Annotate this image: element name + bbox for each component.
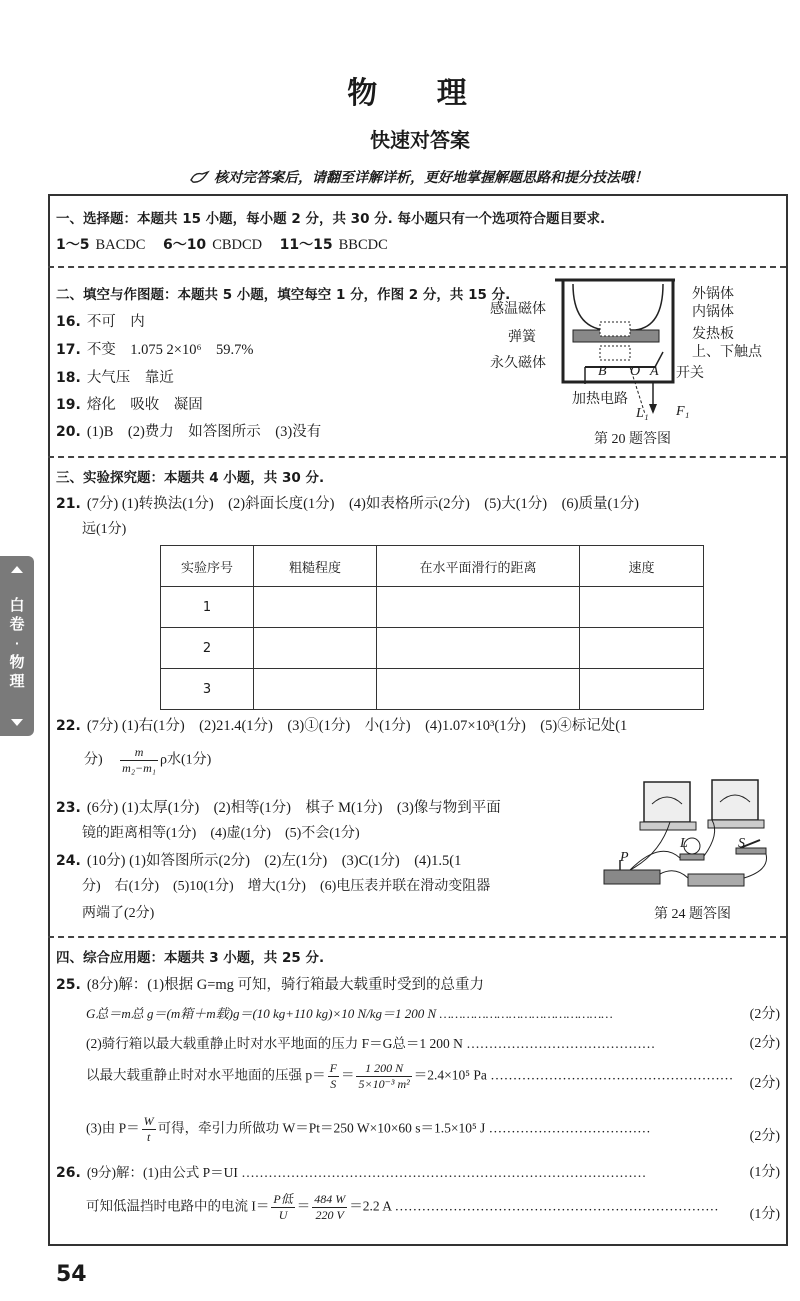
label-temp-magnet: 感温磁体 bbox=[490, 302, 546, 317]
q25-num: 25. bbox=[56, 977, 81, 993]
q25-line4-text: 以最大载重静止时对水平地面的压强 p＝ bbox=[86, 1067, 326, 1083]
table-row bbox=[161, 628, 704, 669]
answer-18 bbox=[56, 366, 174, 387]
frac-denominator: 5×10⁻³ m² bbox=[358, 1077, 410, 1091]
answer-frame-left bbox=[48, 194, 50, 1246]
q24-line3: 两端了(2分) bbox=[82, 906, 155, 921]
frac-numerator: 484 W bbox=[314, 1192, 346, 1206]
section1-heading: 一、选择题：本题共 15 小题，每小题 2 分，共 30 分. 每小题只有一个选项符合题目要求. bbox=[56, 211, 606, 227]
table-row bbox=[161, 669, 704, 710]
answer-20 bbox=[56, 420, 321, 441]
frac-denominator: U bbox=[278, 1208, 288, 1222]
answer-23 bbox=[56, 796, 501, 817]
q23-line2: 镜的距离相等(1分) (4)虚(1分) (5)不会(1分) bbox=[82, 826, 360, 841]
pressure-fraction-2 bbox=[356, 1061, 411, 1092]
current-fraction-2 bbox=[312, 1192, 347, 1223]
q20-num: 20. bbox=[56, 424, 81, 440]
q22-num: 22. bbox=[56, 718, 81, 734]
q26-line2: 可知低温挡时电路中的电流 I＝ $\frac{\text{P低}}{U}$ ＝ $\frac{484 W}{220 V}$ ＝2.2 A ……………………………………………………………… bbox=[86, 1192, 719, 1222]
frac-numerator: P低 bbox=[273, 1192, 293, 1206]
q21-line1: (7分) (1)转换法(1分) (2)斜面长度(1分) (4)如表格所示(2分) (5)大(1分) (6)质量(1分) bbox=[86, 496, 639, 512]
answer-frame-bottom bbox=[48, 1244, 786, 1246]
frac-denominator: 220 V bbox=[315, 1208, 344, 1222]
frac-numerator: F bbox=[329, 1061, 337, 1075]
q23-line1: (6分) (1)太厚(1分) (2)相等(1分) 棋子 M(1分) (3)像与物到平面 bbox=[86, 800, 501, 816]
q26-line2-text: 可知低温挡时电路中的电流 I＝ bbox=[86, 1198, 270, 1214]
answer-25 bbox=[56, 973, 484, 994]
section-divider bbox=[48, 456, 786, 458]
q18-text: 大气压 靠近 bbox=[86, 370, 174, 386]
q22-part-a: 分) bbox=[84, 752, 103, 768]
q25-line3: (2)骑行箱以最大载重静止时对水平地面的压力 F＝G总＝1 200 N …………………………………… bbox=[86, 1036, 656, 1051]
page-subtitle: 快速对答案 bbox=[370, 128, 470, 152]
figure24-caption: 第 24 题答图 bbox=[654, 907, 731, 922]
mc-range-1: 1～5 bbox=[56, 237, 90, 253]
score: (1分) bbox=[749, 1207, 780, 1222]
mc-answer-1: BACDC bbox=[95, 237, 146, 253]
q25-line4: 以最大载重静止时对水平地面的压强 p＝ $\frac{F}{S}$ ＝ $\frac{1 200 N}{\text{5×10⁻³ m²}}$ ＝2.4×10⁵ Pa ……………………………………………… bbox=[86, 1061, 734, 1091]
tab-up-arrow-icon bbox=[11, 566, 23, 573]
current-fraction-1 bbox=[271, 1192, 294, 1223]
mc-range-2: 6～10 bbox=[162, 237, 207, 253]
answer-16 bbox=[56, 310, 145, 331]
q26-num: 26. bbox=[56, 1165, 81, 1181]
label-b: B bbox=[598, 364, 607, 379]
q22-line2 bbox=[84, 745, 211, 776]
q25-line5-result: 可得，牵引力所做功 W＝Pt＝250 W×10×60 s＝1.5×10⁵ J ……………………………… bbox=[157, 1120, 651, 1136]
side-tab-label: 白 卷 · 物 理 bbox=[6, 596, 28, 691]
page-number: 54 bbox=[56, 1262, 87, 1287]
frac-numerator: W bbox=[143, 1114, 154, 1128]
q24-line1: (10分) (1)如答图所示(2分) (2)左(1分) (3)C(1分) (4)1.5(1 bbox=[86, 853, 462, 869]
tab-down-arrow-icon bbox=[11, 719, 23, 726]
q22-part-b: ρ水(1分) bbox=[159, 752, 212, 768]
label-a: A bbox=[650, 364, 659, 379]
label-f1: F₁ bbox=[676, 404, 690, 419]
score: (2分) bbox=[749, 1036, 780, 1051]
table-cell: 3 bbox=[161, 669, 254, 710]
label-l: L bbox=[680, 836, 688, 851]
hint-text: 核对完答案后，请翻至详解详析，更好地掌握解题思路和提分技法哦！ bbox=[214, 171, 648, 186]
pressure-fraction-1 bbox=[328, 1061, 339, 1092]
label-perm-magnet: 永久磁体 bbox=[490, 356, 546, 371]
answer-22 bbox=[56, 714, 627, 735]
table-header: 速度 bbox=[580, 546, 704, 587]
frac-numerator: 1 200 N bbox=[356, 1061, 411, 1077]
q19-text: 熔化 吸收 凝固 bbox=[86, 397, 203, 413]
q18-num: 18. bbox=[56, 370, 81, 386]
label-outer-pot: 外锅体 bbox=[692, 287, 734, 302]
frac-denominator: m₂−m₁ bbox=[122, 761, 156, 775]
answer-frame-right bbox=[786, 194, 788, 1246]
q25-line5-text: (3)由 P＝ bbox=[86, 1120, 140, 1136]
answer-17 bbox=[56, 338, 254, 359]
q20-text: (1)B (2)费力 如答图所示 (3)没有 bbox=[86, 424, 322, 440]
table-cell: 1 bbox=[161, 587, 254, 628]
section-divider bbox=[48, 266, 786, 268]
hint-line bbox=[190, 167, 648, 187]
mc-range-3: 11～15 bbox=[279, 237, 333, 253]
label-l1: L₁ bbox=[636, 406, 649, 421]
section3-heading: 三、实验探究题：本题共 4 小题，共 30 分. bbox=[56, 470, 325, 486]
q16-text: 不可 内 bbox=[86, 314, 145, 330]
q25-line4-result: ＝2.4×10⁵ Pa ……………………………………………… bbox=[413, 1067, 734, 1083]
circuit-diagram bbox=[600, 774, 780, 900]
q23-num: 23. bbox=[56, 800, 81, 816]
mc-answer-3: BBCDC bbox=[338, 237, 388, 253]
answer-frame-top bbox=[48, 194, 786, 196]
mc-answer-2: CBDCD bbox=[212, 237, 263, 253]
frac-denominator: t bbox=[146, 1130, 151, 1144]
page-title: 物 理 bbox=[347, 77, 493, 110]
side-tab-text1: 白 卷 bbox=[9, 596, 25, 633]
score: (1分) bbox=[749, 1165, 780, 1180]
label-o: O bbox=[630, 364, 641, 379]
q17-text: 不变 1.075 2×10⁶ 59.7% bbox=[86, 342, 254, 358]
q25-line1: (8分)解：(1)根据 G=mg 可知，骑行箱最大载重时受到的总重力 bbox=[86, 977, 485, 993]
figure20-caption: 第 20 题答图 bbox=[594, 432, 671, 447]
q21-line2: 远(1分) bbox=[82, 522, 127, 537]
section2-heading: 二、填空与作图题：本题共 5 小题，填空每空 1 分，作图 2 分，共 15 分. bbox=[56, 287, 511, 303]
q21-num: 21. bbox=[56, 496, 81, 512]
q24-num: 24. bbox=[56, 853, 81, 869]
q25-line2: G总＝m总 g＝(m箱＋m载)g＝(10 kg+110 kg)×10 N/kg＝1 200 N ……………………………………… bbox=[86, 1006, 613, 1021]
density-fraction bbox=[120, 745, 158, 776]
table-row bbox=[161, 587, 704, 628]
q26-line2-result: ＝2.2 A ……………………………………………………………… bbox=[349, 1198, 719, 1214]
frac-denominator: S bbox=[330, 1077, 337, 1091]
experiment-table bbox=[160, 545, 704, 710]
label-heating-circuit: 加热电路 bbox=[572, 392, 628, 407]
q25-line5 bbox=[86, 1114, 651, 1145]
label-heat-plate: 发热板 bbox=[692, 327, 734, 342]
label-contacts: 上、下触点 bbox=[692, 345, 762, 360]
power-fraction bbox=[142, 1114, 156, 1145]
label-s: S bbox=[738, 836, 745, 851]
score: (2分) bbox=[749, 1076, 780, 1091]
answer-21 bbox=[56, 492, 639, 513]
table-header: 粗糙程度 bbox=[254, 546, 377, 587]
side-tab bbox=[0, 556, 34, 736]
label-switch: 开关 bbox=[676, 366, 704, 381]
section-divider bbox=[48, 936, 786, 938]
section4-heading: 四、综合应用题：本题共 3 小题，共 25 分. bbox=[56, 950, 325, 966]
q24-line2: 分) 右(1分) (5)10(1分) 增大(1分) (6)电压表并联在滑动变阻器 bbox=[82, 879, 491, 894]
answer-24 bbox=[56, 849, 461, 870]
side-tab-text2: 物 理 bbox=[9, 653, 25, 690]
q16-num: 16. bbox=[56, 314, 81, 330]
label-inner-pot: 内锅体 bbox=[692, 305, 734, 320]
q19-num: 19. bbox=[56, 397, 81, 413]
pencil-hand-icon bbox=[190, 170, 210, 184]
answer-19 bbox=[56, 393, 203, 414]
section1-answers bbox=[56, 234, 388, 254]
table-header: 在水平面滑行的距离 bbox=[377, 546, 580, 587]
q17-num: 17. bbox=[56, 342, 81, 358]
table-cell: 2 bbox=[161, 628, 254, 669]
frac-numerator: m bbox=[120, 745, 158, 761]
score: (2分) bbox=[749, 1007, 780, 1022]
label-p: P bbox=[620, 850, 629, 865]
score: (2分) bbox=[749, 1129, 780, 1144]
q22-line1: (7分) (1)右(1分) (2)21.4(1分) (3)①(1分) 小(1分) (4)1.07×10³(1分) (5)④标记处(1 bbox=[86, 718, 628, 734]
label-spring: 弹簧 bbox=[508, 330, 536, 345]
answer-26 bbox=[56, 1161, 646, 1181]
table-header: 实验序号 bbox=[161, 546, 254, 587]
q26-line1: (9分)解：(1)由公式 P＝UI ……………………………………………………………………………… bbox=[86, 1165, 647, 1180]
